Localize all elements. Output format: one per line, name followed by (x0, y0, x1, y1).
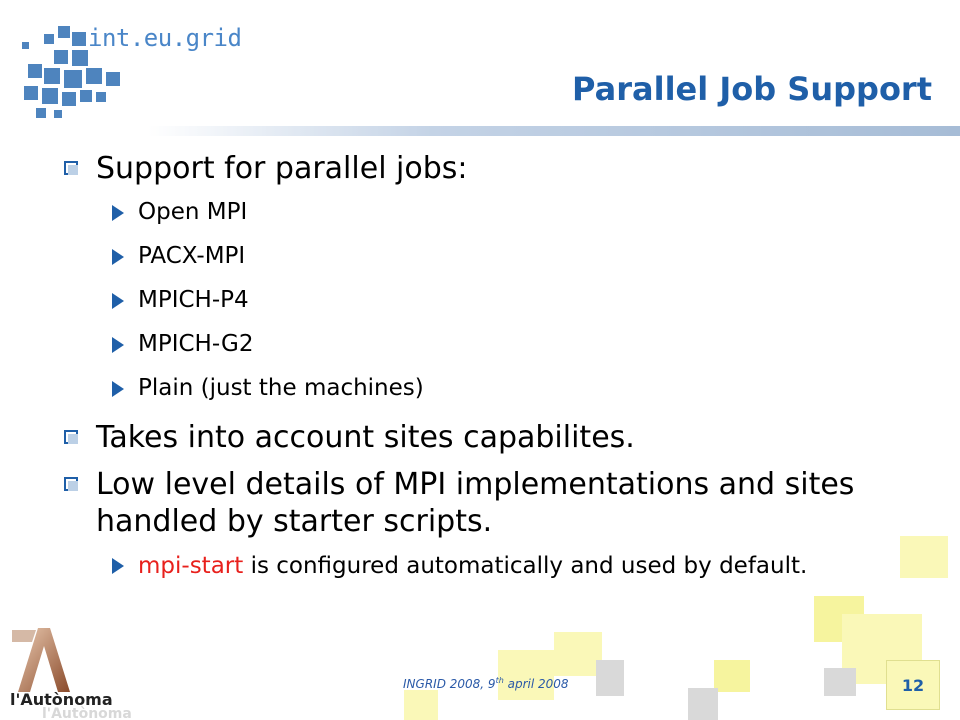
sub-bullet-item (62, 197, 922, 227)
title-underline-bar (148, 126, 960, 136)
sub-bullet-item (62, 373, 922, 403)
uab-logo-text: l'Autònoma (10, 690, 113, 709)
sub-bullet-item (62, 241, 922, 271)
mpi-start-highlight: mpi-start (138, 553, 244, 579)
decor-square (714, 660, 750, 692)
logo-text: int.eu.grid (88, 24, 242, 52)
uab-logo (4, 624, 132, 720)
triangle-bullet-icon (112, 293, 124, 309)
square-bullet-icon (64, 430, 78, 444)
square-bullet-icon (64, 477, 78, 491)
sub-bullet-text: Plain (just the machines) (138, 375, 424, 401)
triangle-bullet-icon (112, 381, 124, 397)
sub-bullet-text: MPICH-G2 (138, 331, 254, 357)
decor-square (596, 660, 624, 696)
triangle-bullet-icon (112, 337, 124, 353)
footer-date: april 2008 (503, 677, 569, 691)
sub-bullet-item (62, 329, 922, 359)
sub-bullet-item (62, 550, 922, 582)
page-number: 12 (886, 660, 940, 710)
sub-bullet-text: is configured automatically and used by default. (243, 553, 808, 579)
bullet-text: Support for parallel jobs: (96, 151, 468, 186)
autonoma-logo-icon (12, 624, 76, 694)
decor-square (824, 668, 856, 696)
uab-logo-reflection-text: l'Autònoma (42, 706, 132, 720)
sub-bullet-text: PACX-MPI (138, 243, 246, 269)
bullet-item (62, 419, 922, 456)
sub-bullet-text: Open MPI (138, 199, 248, 225)
footer-event: INGRID 2008, 9 (403, 677, 496, 691)
decor-square (404, 690, 438, 720)
footer-text (403, 676, 569, 691)
bullet-text: Low level details of MPI implementations and sites handled by starter scripts. (96, 467, 855, 539)
slide-body (62, 150, 922, 582)
triangle-bullet-icon (112, 249, 124, 265)
sub-bullet-text: MPICH-P4 (138, 287, 249, 313)
decor-square (495, 650, 554, 700)
decor-square (554, 632, 602, 676)
decor-square (688, 688, 718, 720)
slide-title: Parallel Job Support (572, 70, 932, 108)
triangle-bullet-icon (112, 205, 124, 221)
square-bullet-icon (64, 161, 78, 175)
sub-bullet-item (62, 285, 922, 315)
bullet-item (62, 466, 922, 540)
footer-superscript: th (495, 676, 504, 685)
bullet-item (62, 150, 922, 187)
bullet-text: Takes into account sites capabilites. (96, 420, 635, 455)
triangle-bullet-icon (112, 558, 124, 574)
